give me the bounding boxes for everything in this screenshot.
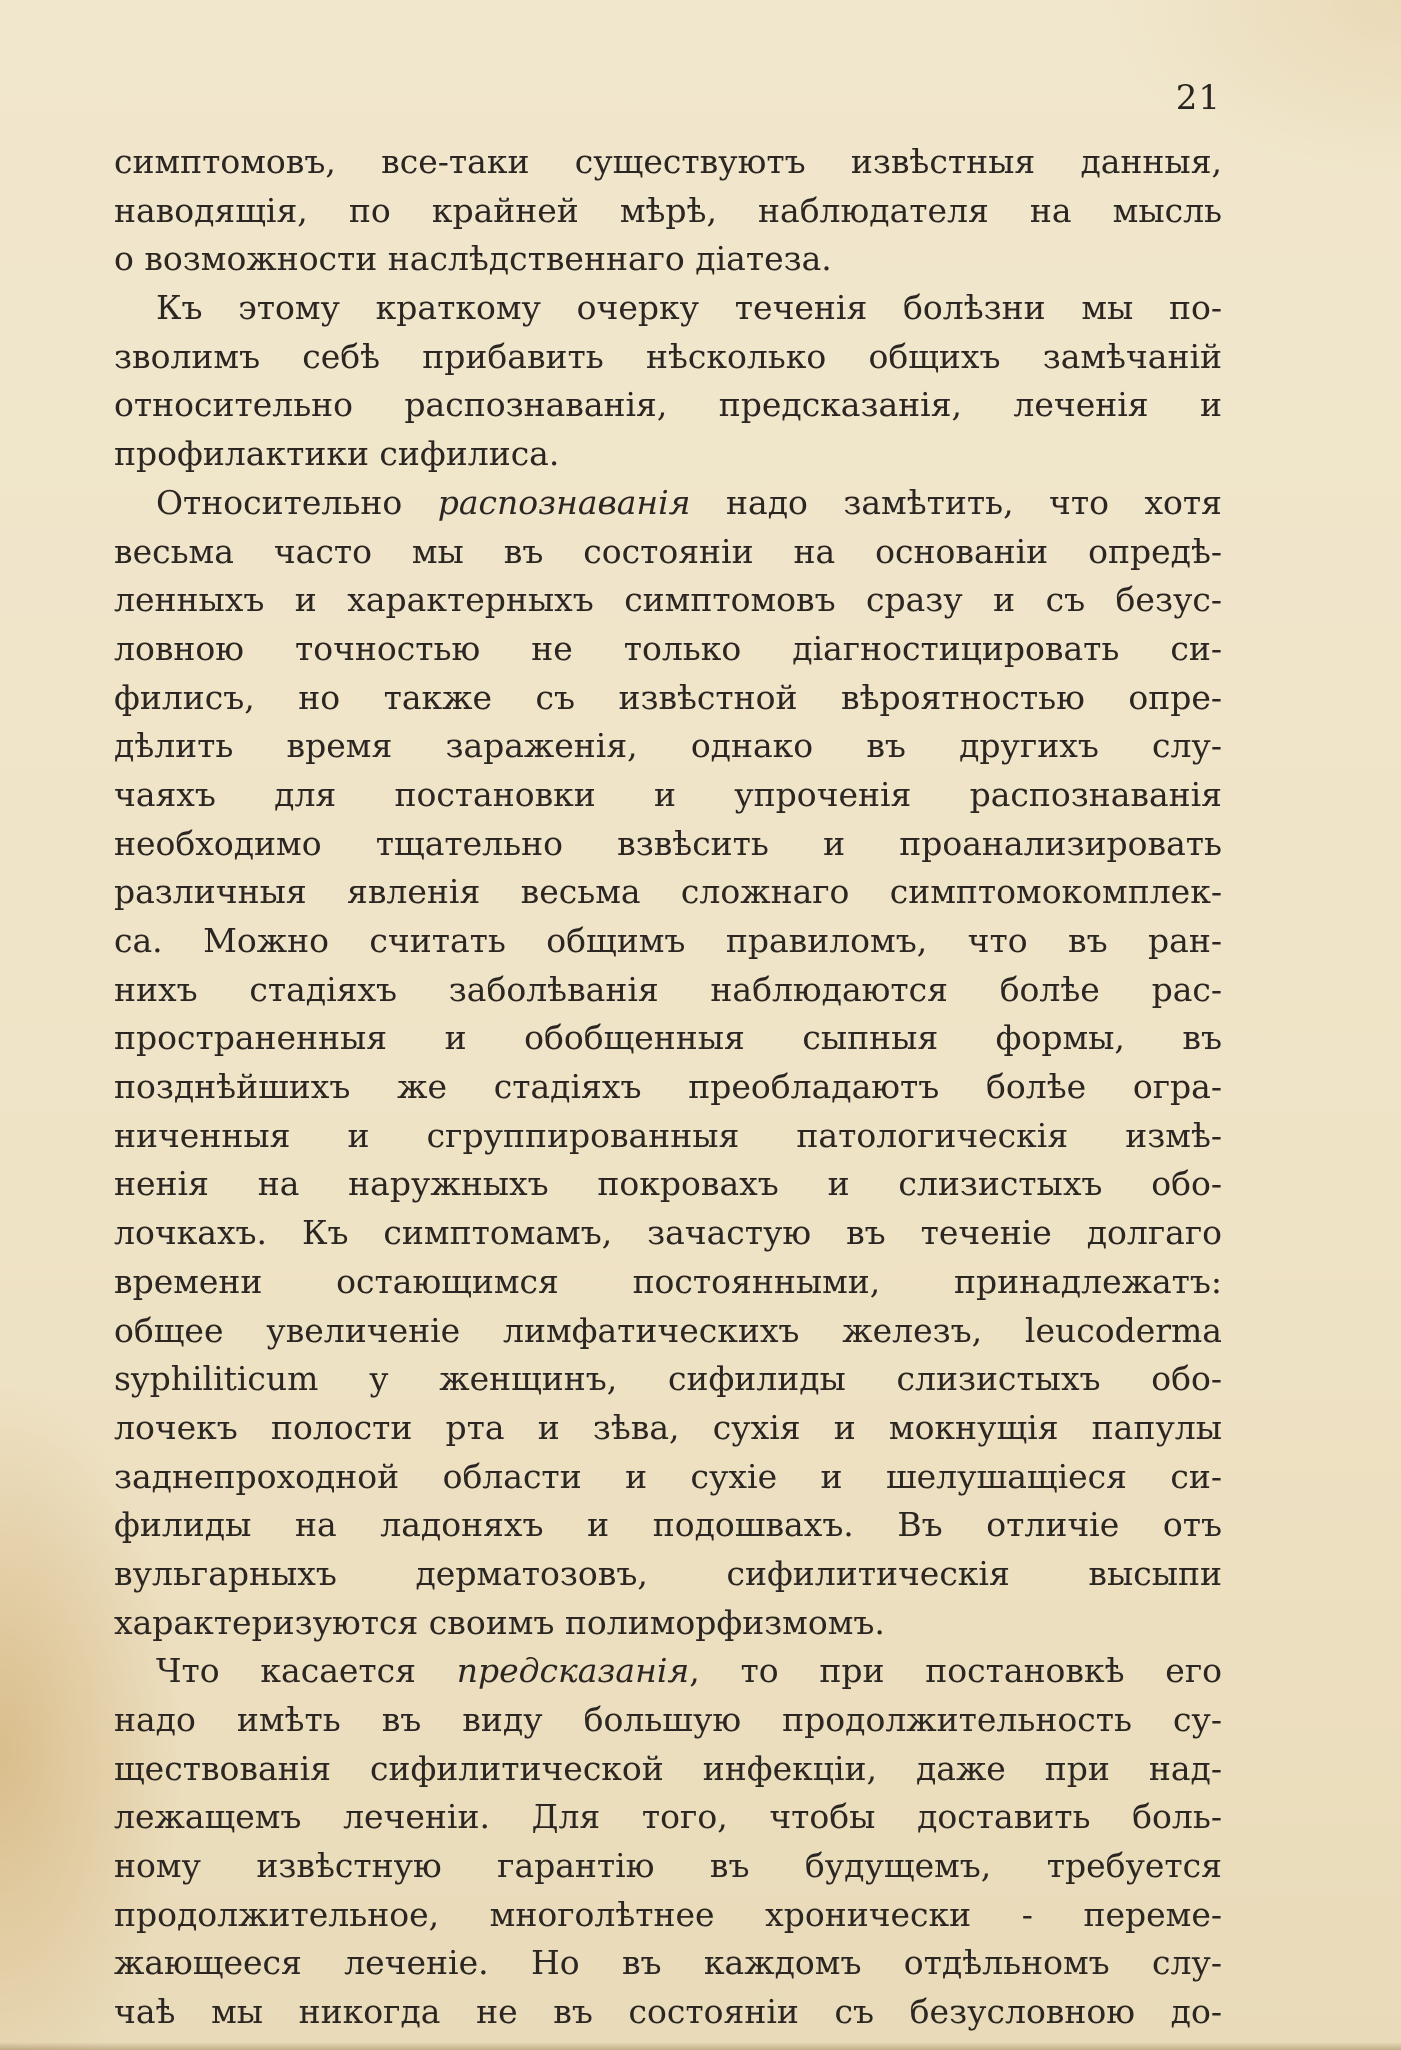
text-run: Что касается: [156, 1651, 457, 1691]
text-line: весьма часто мы въ состояніи на основаніи опредѣ-: [114, 531, 1222, 571]
text-line: заднепроходной области и сухіе и шелушащіеся си-: [114, 1456, 1222, 1496]
text-line: характеризуются своимъ полиморфизмомъ.: [114, 1602, 885, 1642]
text-line: [114, 1647, 1222, 1696]
text-line: са. Можно считать общимъ правиломъ, что въ ран-: [114, 921, 1222, 960]
page-number: 21: [1175, 78, 1221, 118]
text-line: филисъ, но также съ извѣстной вѣроятностью опре-: [114, 677, 1222, 717]
text-line: времени остающимся постоянными, принадлежатъ:: [114, 1261, 1222, 1301]
text-line: ненія на наружныхъ покровахъ и слизистыхъ обо-: [114, 1164, 1222, 1204]
text-line: [114, 479, 1222, 528]
text-line: Къ этому краткому очерку теченія болѣзни мы по-: [156, 288, 1222, 328]
text-line: ниченныя и сгруппированныя патологическія измѣ-: [114, 1115, 1222, 1155]
text-line: о возможности наслѣдственнаго діатеза.: [114, 239, 832, 279]
text-line: чаяхъ для постановки и упроченія распознаванія: [114, 774, 1222, 814]
emphasized-term: предсказанія: [456, 1651, 690, 1691]
text-run: Относительно: [156, 482, 438, 522]
text-line: вульгарныхъ дерматозовъ, сифилитическія высыпи: [114, 1553, 1222, 1593]
text-line: ному извѣстную гарантію въ будущемъ, требуется: [114, 1846, 1222, 1886]
text-line: симптомовъ, все-таки существуютъ извѣстныя данныя,: [114, 142, 1222, 181]
text-line: наводящія, по крайней мѣрѣ, наблюдателя на мысль: [114, 190, 1222, 230]
text-line: лочкахъ. Къ симптомамъ, зачастую въ теченіе долгаго: [114, 1213, 1222, 1253]
text-line: syphiliticum у женщинъ, сифилиды слизистыхъ обо-: [114, 1359, 1222, 1399]
text-line: ловною точностью не только діагностицировать си-: [114, 628, 1222, 668]
text-line: относительно распознаванія, предсказанія, леченія и: [114, 385, 1222, 425]
text-line: пространенныя и обобщенныя сыпныя формы, въ: [114, 1018, 1222, 1058]
text-line: ленныхъ и характерныхъ симптомовъ сразу и съ безус-: [114, 580, 1222, 620]
body-text: [114, 138, 1222, 2037]
text-run: надо замѣтить, что хотя: [690, 482, 1222, 522]
text-line: надо имѣть въ виду большую продолжительность су-: [114, 1700, 1222, 1739]
text-line: филиды на ладоняхъ и подошвахъ. Въ отличіе отъ: [114, 1505, 1222, 1545]
text-line: ществованія сифилитической инфекціи, даже при над-: [114, 1748, 1222, 1788]
text-line: жающееся леченіе. Но въ каждомъ отдѣльномъ слу-: [114, 1943, 1222, 1983]
text-line: различныя явленія весьма сложнаго симптомокомплек-: [114, 872, 1222, 912]
text-line: необходимо тщательно взвѣсить и проанализировать: [114, 823, 1222, 863]
page-edge-shadow: [0, 2042, 1401, 2050]
text-line: профилактики сифилиса.: [114, 434, 560, 474]
text-line: зволимъ себѣ прибавить нѣсколько общихъ замѣчаній: [114, 336, 1222, 376]
text-line: дѣлить время зараженія, однако въ другихъ слу-: [114, 726, 1222, 766]
text-run: , то при постановкѣ его: [689, 1651, 1222, 1691]
text-line: общее увеличеніе лимфатическихъ железъ, leucoderma: [114, 1310, 1222, 1350]
text-line: позднѣйшихъ же стадіяхъ преобладаютъ болѣе огра-: [114, 1067, 1222, 1107]
text-line: чаѣ мы никогда не въ состояніи съ безусловною до-: [114, 1992, 1222, 2032]
text-line: нихъ стадіяхъ заболѣванія наблюдаются болѣе рас-: [114, 969, 1222, 1009]
text-line: лочекъ полости рта и зѣва, сухія и мокнущія папулы: [114, 1407, 1222, 1447]
text-line: лежащемъ леченіи. Для того, чтобы доставить боль-: [114, 1797, 1222, 1837]
text-line: продолжительное, многолѣтнее хронически - переме-: [114, 1894, 1222, 1934]
emphasized-term: распознаванія: [437, 482, 691, 522]
